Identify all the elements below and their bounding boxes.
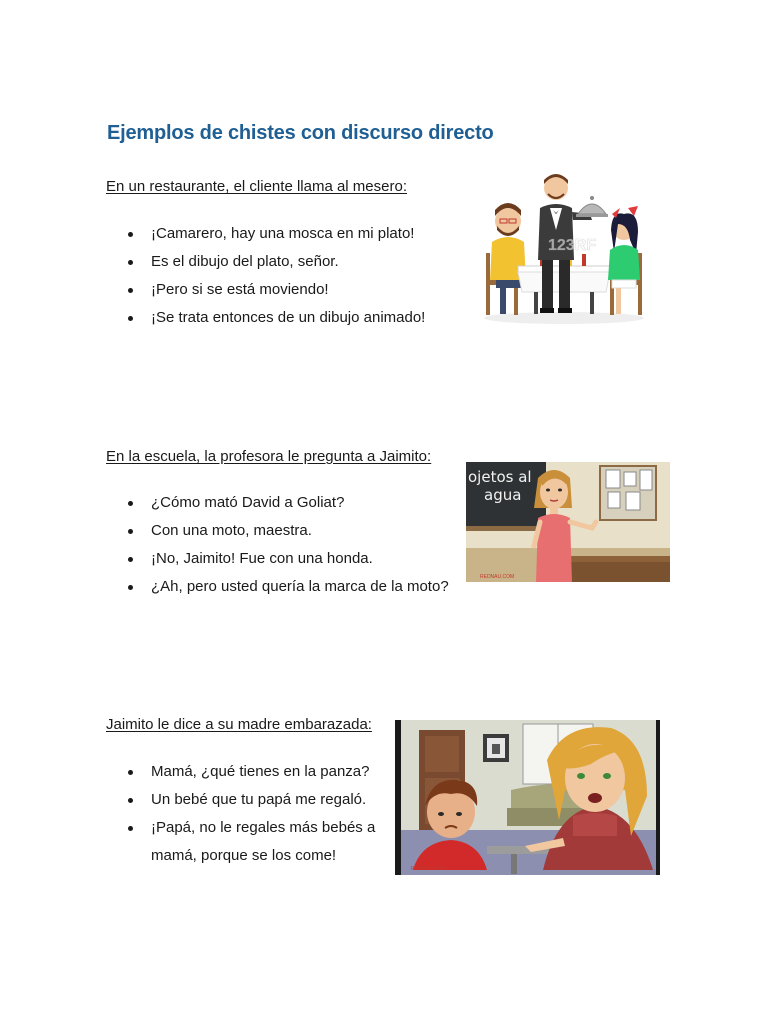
joke-intro: Jaimito le dice a su madre embarazada: <box>106 716 372 733</box>
dialogue-line: ¡No, Jaimito! Fue con una honda. <box>127 545 449 573</box>
page-title: Ejemplos de chistes con discurso directo <box>107 122 494 144</box>
dialogue-line: ¡Se trata entonces de un dibujo animado! <box>127 304 425 332</box>
dialogue-line: Un bebé que tu papá me regaló. <box>127 786 381 814</box>
joke-intro: En la escuela, la profesora le pregunta a Jaimito: <box>106 448 432 465</box>
joke-intro: En un restaurante, el cliente llama al mesero: <box>106 178 407 195</box>
dialogue-line: Mamá, ¿qué tienes en la panza? <box>127 758 381 786</box>
watermark: 123RF <box>548 237 597 254</box>
dialogue-line: ¡Camarero, hay una mosca en mi plato! <box>127 220 425 248</box>
image-caption: REDNAU.COM <box>411 866 446 872</box>
living-room-illustration <box>395 720 660 875</box>
chalkboard-text: ojetos al <box>468 468 532 486</box>
dialogue-line: ¿Ah, pero usted quería la marca de la moto? <box>127 573 449 601</box>
dialogue-line: Con una moto, maestra. <box>127 517 449 545</box>
dialogue-list <box>127 758 381 870</box>
classroom-illustration <box>466 462 670 582</box>
dialogue-line: ¡Papá, no le regales más bebés a mamá, porque se los come! <box>127 814 381 870</box>
dialogue-line: ¿Cómo mató David a Goliat? <box>127 489 449 517</box>
dialogue-line: ¡Pero si se está moviendo! <box>127 276 425 304</box>
restaurant-illustration <box>478 158 650 328</box>
dialogue-list <box>127 489 449 601</box>
chalkboard-text: agua <box>484 486 522 504</box>
image-caption: REDNAU.COM <box>480 574 515 580</box>
dialogue-list <box>127 220 425 332</box>
dialogue-line: Es el dibujo del plato, señor. <box>127 248 425 276</box>
